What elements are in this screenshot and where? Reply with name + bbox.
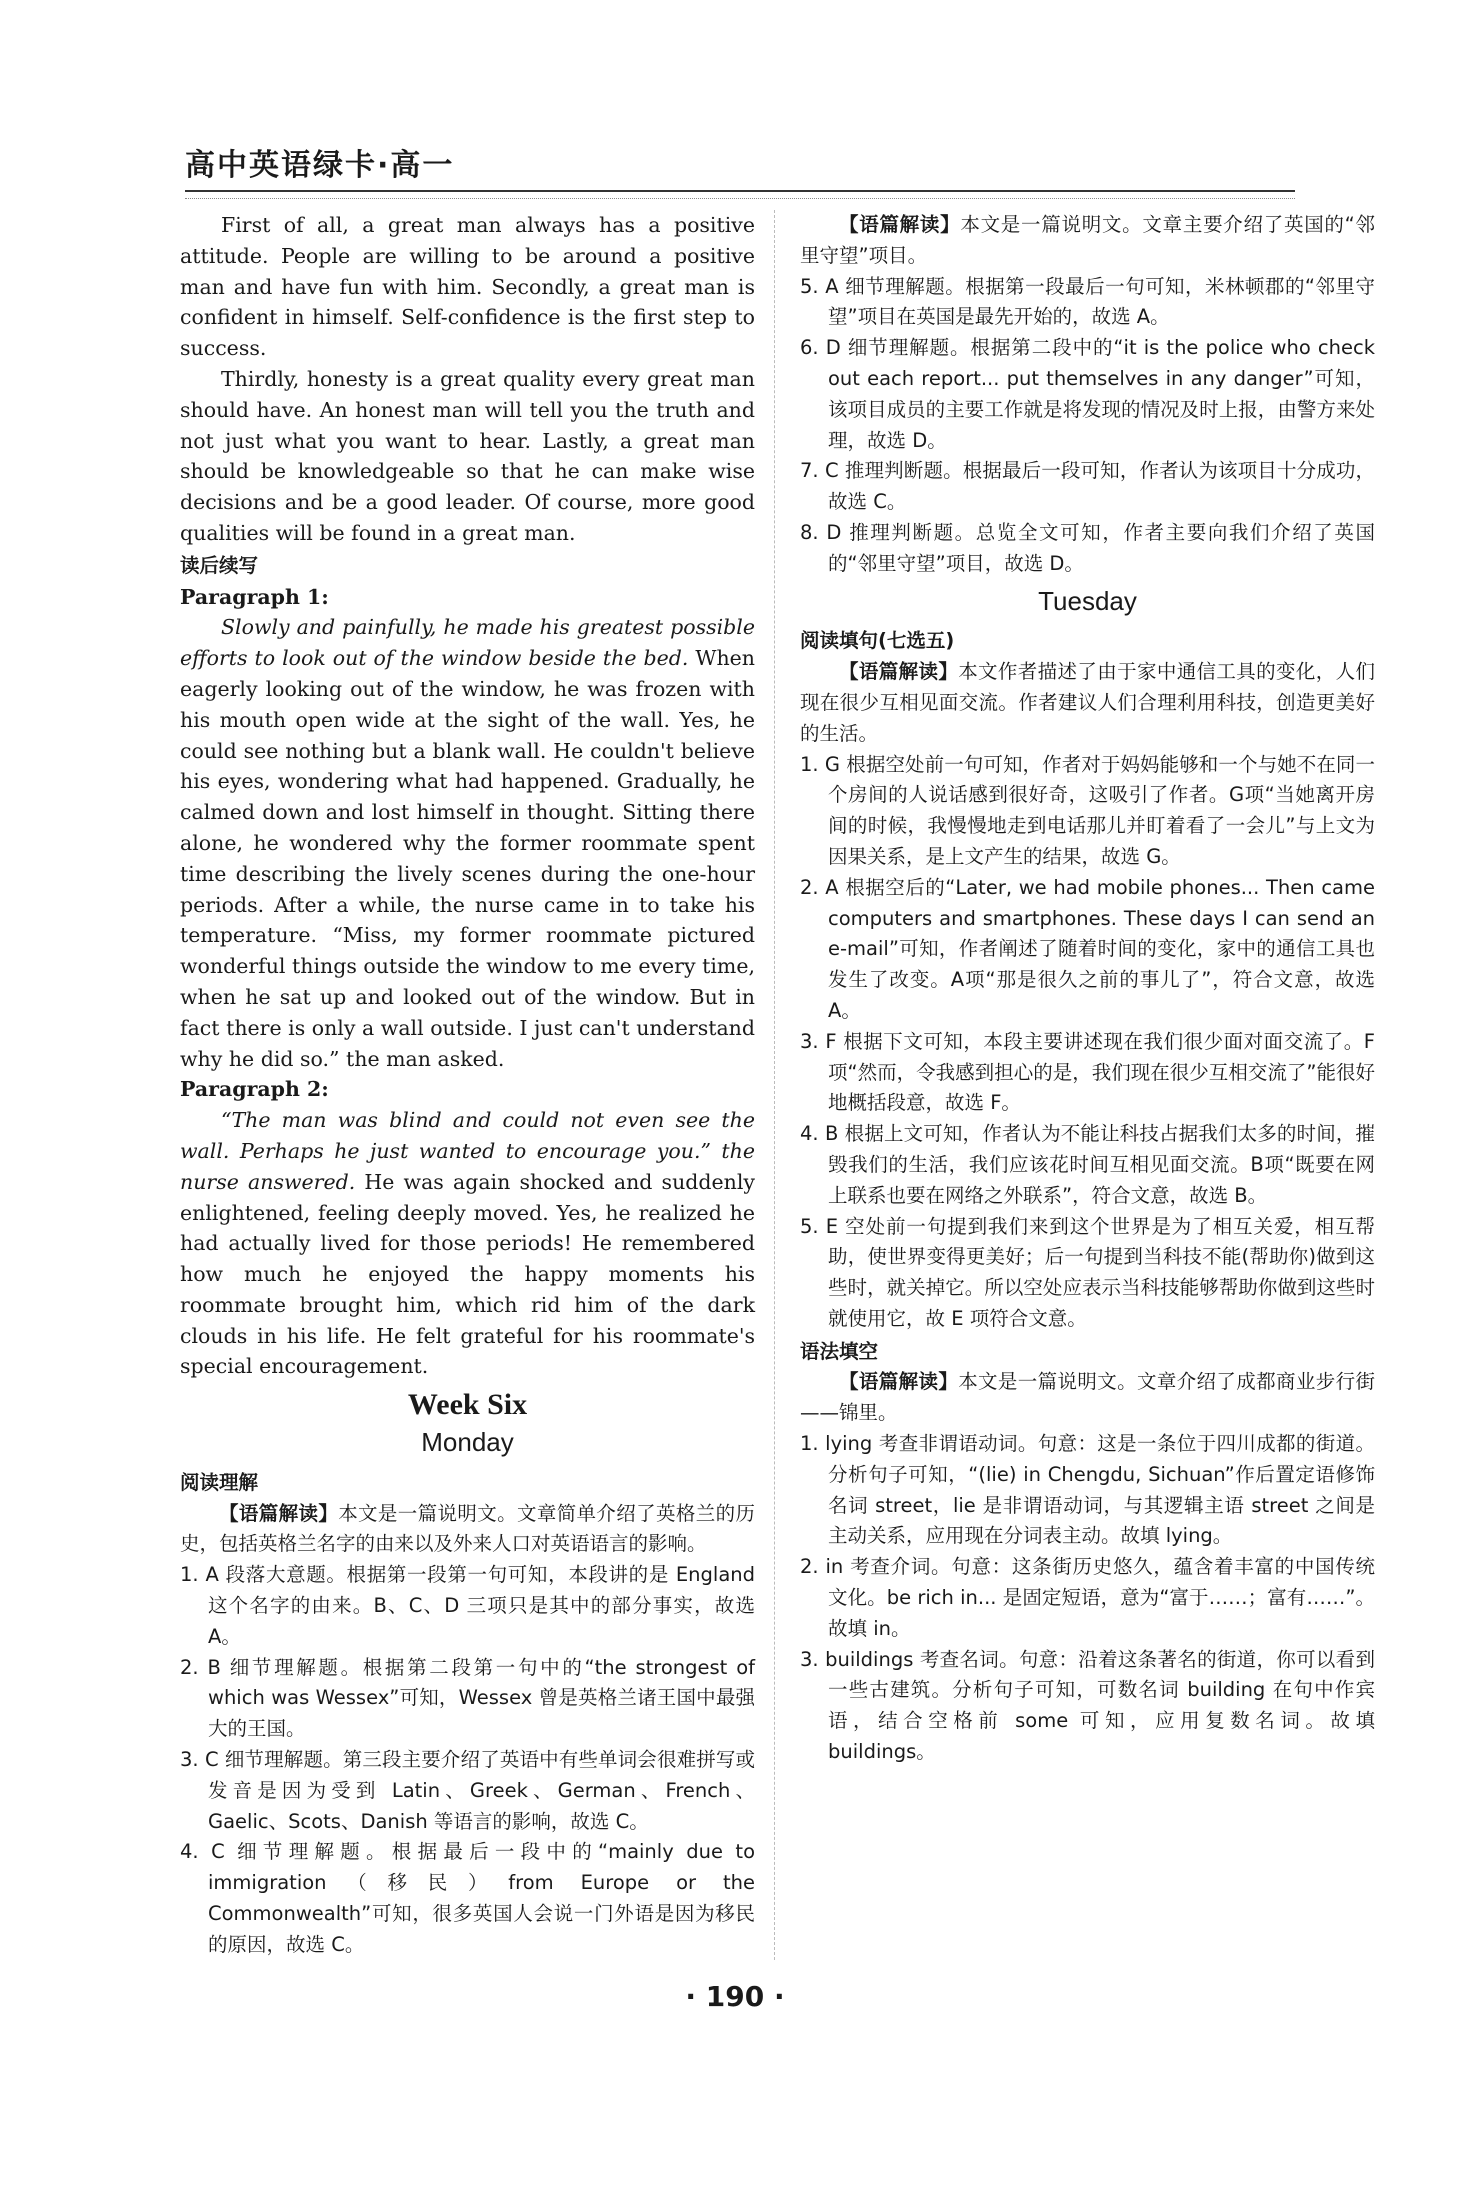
answer-item: 8. D 推理判断题。总览全文可知，作者主要向我们介绍了英国的“邻里守望”项目，故选 D。 bbox=[800, 520, 1375, 575]
right-column bbox=[800, 210, 1375, 1768]
summary-text: 本文作者描述了由于家中通信工具的变化，人们现在很少互相见面交流。作者建议人们合理利用科技，创造更美好的生活。 bbox=[800, 660, 1375, 745]
answer-item: 5. E 空处前一句提到我们来到这个世界是为了相互关爱，相互帮助，使世界变得更美好；后一句提到当科技不能(帮助你)做到这些时，就关掉它。所以空处应表示当科技能够帮助你做到这些时就使用它，故 E 项符合文意。 bbox=[800, 1214, 1375, 1330]
summary-tuesday bbox=[800, 657, 1375, 749]
answer-item: 6. D 细节理解题。根据第二段中的“it is the police who check out each report... put themselves in any danger”可知，该项目成员的主要工作就是将发现的情况及时上报，由警方来处理，故选 D。 bbox=[800, 336, 1375, 452]
summary-text: 本文是一篇说明文。文章主要介绍了英国的“邻里守望”项目。 bbox=[800, 213, 1375, 267]
answer-item: 4. C 细节理解题。根据最后一段中的“mainly due to immigration（移民）from Europe or the Commonwealth”可知，很多英国人会说一门外语是因为移民的原因，故选 C。 bbox=[180, 1840, 755, 1956]
page-header-title: 高中英语绿卡·高一 bbox=[185, 148, 455, 183]
column-divider bbox=[774, 210, 775, 1960]
day-title-tuesday: Tuesday bbox=[1038, 585, 1137, 616]
paragraph-1-body bbox=[180, 612, 755, 1074]
answer-item: 2. in 考查介词。句意：这条街历史悠久，蕴含着丰富的中国传统文化。be rich in... 是固定短语，意为“富于……；富有……”。故填 in。 bbox=[800, 1555, 1375, 1640]
answer-item: 1. lying 考查非谓语动词。句意：这是一条位于四川成都的街道。分析句子可知，“(lie) in Chengdu, Sichuan”作后置定语修饰名词 street，lie 是非谓语动词，与其逻辑主语 street 之间是主动关系，应用现在分词表主动。故填 lying。 bbox=[800, 1432, 1375, 1548]
paragraph-1-label: Paragraph 1: bbox=[180, 584, 329, 609]
paragraph-2-opening: “The man was blind and could not even see the wall. Perhaps he just wanted to encourage you.” the nurse answered. bbox=[180, 1108, 755, 1194]
continuation-heading: 读后续写 bbox=[180, 553, 259, 577]
answer-item: 2. B 细节理解题。根据第二段第一句中的“the strongest of which was Wessex”可知，Wessex 曾是英格兰诸王国中最强大的王国。 bbox=[180, 1655, 755, 1741]
page-number: · 190 · bbox=[685, 1980, 785, 2013]
summary-label: 【语篇解读】 bbox=[839, 213, 961, 236]
summary-label: 【语篇解读】 bbox=[839, 1370, 959, 1394]
summary-label: 【语篇解读】 bbox=[839, 660, 959, 684]
day-title-monday: Monday bbox=[421, 1427, 514, 1458]
paragraph-1-opening: Slowly and painfully, he made his greatest possible efforts to look out of the window beside the bed. bbox=[180, 615, 755, 671]
summary-monday bbox=[180, 1499, 755, 1561]
paragraph-2-label: Paragraph 2: bbox=[180, 1077, 329, 1102]
summary-right-top bbox=[800, 210, 1375, 272]
answer-item: 5. A 细节理解题。根据第一段最后一句可知，米林顿郡的“邻里守望”项目在英国是最先开始的，故选 A。 bbox=[800, 274, 1375, 329]
left-column bbox=[180, 210, 755, 1961]
grammar-heading: 语法填空 bbox=[800, 1339, 879, 1363]
week-title: Week Six bbox=[407, 1388, 528, 1422]
answer-item: 7. C 推理判断题。根据最后一段可知，作者认为该项目十分成功，故选 C。 bbox=[800, 459, 1375, 514]
fill-in-heading: 阅读填句(七选五) bbox=[800, 629, 955, 653]
paragraph-2-text: He was again shocked and suddenly enlightened, feeling deeply moved. Yes, he realized he had actually lived for those periods! He remembered how much he enjoyed the happy moments his roommate brought him, which rid him of the dark clouds in his life. He felt grateful for his roommate's special encouragement. bbox=[180, 1169, 755, 1379]
answer-item: 3. buildings 考查名词。句意：沿着这条著名的街道，你可以看到一些古建筑。分析句子可知，可数名词 building 在句中作宾语，结合空格前 some 可知，应用复数名词。故填 buildings。 bbox=[800, 1647, 1375, 1764]
answer-item: 1. G 根据空处前一句可知，作者对于妈妈能够和一个与她不在同一个房间的人说话感到很好奇，这吸引了作者。G项“当她离开房间的时候，我慢慢地走到电话那儿并盯着看了一会儿”与上文为因果关系，是上文产生的结果，故选 G。 bbox=[800, 752, 1375, 868]
summary-text: 本文是一篇说明文。文章介绍了成都商业步行街——锦里。 bbox=[800, 1370, 1375, 1425]
answer-item: 1. A 段落大意题。根据第一段第一句可知，本段讲的是 England 这个名字的由来。B、C、D 三项只是其中的部分事实，故选 A。 bbox=[180, 1563, 755, 1648]
summary-label: 【语篇解读】 bbox=[219, 1501, 339, 1525]
answer-item: 2. A 根据空后的“Later, we had mobile phones... Then came computers and smartphones. These days I can send an e-mail”可知，作者阐述了随着时间的变化，家中的通信工具也发生了改变。A项“那是很久之前的事儿了”，符合文意，故选 A。 bbox=[800, 875, 1375, 1022]
paragraph-2-body bbox=[180, 1105, 755, 1382]
paragraph-1-text: When eagerly looking out of the window, he was frozen with his mouth open wide at the sight of the wall. Yes, he could see nothing but a blank wall. He couldn't believe his eyes, wondering what had happened. Gradually, he calmed down and lost himself in thought. Sitting there alone, he wondered why the former roommate spent time describing the lively scenes during the one-hour periods. After a while, the nurse came in to take his temperature. “Miss, my former roommate pictured wonderful things outside the window to me every time, when he sat up and looked out of the window. But in fact there is only a wall outside. I just can't understand why he did so.” the man asked. bbox=[180, 646, 756, 1071]
answer-item: 4. B 根据上文可知，作者认为不能让科技占据我们太多的时间，摧毁我们的生活，我们应该花时间互相见面交流。B项“既要在网上联系也要在网络之外联系”，符合文意，故选 B。 bbox=[800, 1122, 1375, 1207]
header-divider bbox=[185, 190, 1295, 199]
answer-item: 3. C 细节理解题。第三段主要介绍了英语中有些单词会很难拼写或发音是因为受到 Latin、Greek、German、French、Gaelic、Scots、Danish 等语言的影响，故选 C。 bbox=[180, 1748, 755, 1833]
summary-grammar bbox=[800, 1367, 1375, 1429]
reading-heading: 阅读理解 bbox=[180, 1470, 259, 1494]
essay-paragraph-2: Thirdly, honesty is a great quality every great man should have. An honest man will tell you the truth and not just what you want to hear. Lastly, a great man should be knowledgeable so that he can make wise decisions and be a good leader. Of course, more good qualities will be found in a great man. bbox=[180, 366, 755, 545]
essay-paragraph-1: First of all, a great man always has a positive attitude. People are willing to be around a positive man and have fun with him. Secondly, a great man is confident in himself. Self-confidence is the first step to success. bbox=[180, 213, 755, 361]
answer-item: 3. F 根据下文可知，本段主要讲述现在我们很少面对面交流了。F项“然而，令我感到担心的是，我们现在很少互相交流了”能很好地概括段意，故选 F。 bbox=[800, 1029, 1375, 1115]
summary-text: 本文是一篇说明文。文章简单介绍了英格兰的历史，包括英格兰名字的由来以及外来人口对英语语言的影响。 bbox=[180, 1501, 755, 1556]
